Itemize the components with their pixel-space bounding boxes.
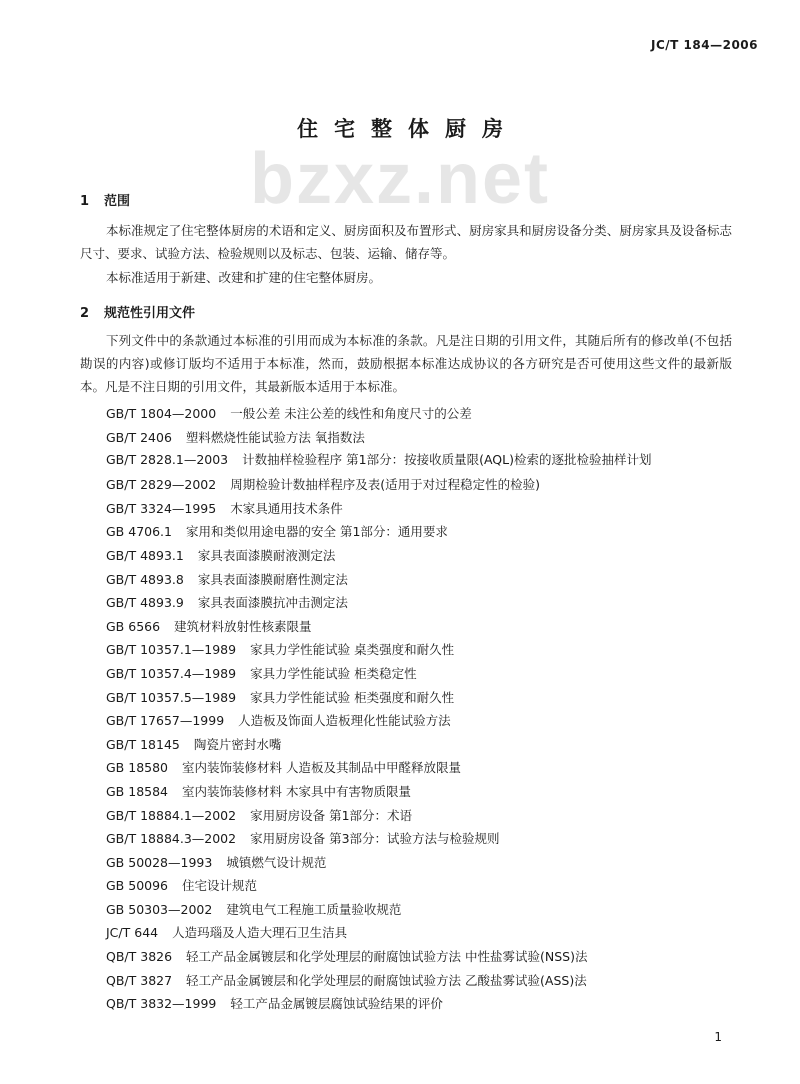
reference-title: 住宅设计规范 xyxy=(182,878,258,894)
reference-item xyxy=(80,969,732,993)
reference-item xyxy=(80,874,732,898)
reference-title: 轻工产品金属镀层和化学处理层的耐腐蚀试验方法 中性盐雾试验(NSS)法 xyxy=(186,949,588,965)
reference-item xyxy=(80,780,732,804)
reference-title: 家具力学性能试验 柜类稳定性 xyxy=(250,665,417,681)
reference-title: 家具表面漆膜耐磨性测定法 xyxy=(197,571,348,587)
reference-code: GB/T 2828.1—2003 xyxy=(106,452,229,468)
reference-item xyxy=(80,520,732,544)
reference-code: GB/T 10357.1—1989 xyxy=(106,642,237,658)
reference-title: 室内装饰装修材料 人造板及其制品中甲醛释放限量 xyxy=(182,760,461,776)
reference-title: 人造板及饰面人造板理化性能试验方法 xyxy=(238,713,451,729)
reference-code: GB 50303—2002 xyxy=(106,901,213,917)
reference-title: 城镇燃气设计规范 xyxy=(226,854,327,870)
reference-code: GB/T 4893.8 xyxy=(106,571,184,587)
reference-item xyxy=(80,449,732,471)
section-2-heading xyxy=(80,302,195,321)
reference-code: QB/T 3827 xyxy=(106,972,173,988)
reference-title: 室内装饰装修材料 木家具中有害物质限量 xyxy=(182,783,411,799)
page-title: 住宅整体厨房 xyxy=(297,117,519,141)
reference-title: 周期检验计数抽样程序及表(适用于对过程稳定性的检验) xyxy=(230,477,540,493)
reference-item xyxy=(80,473,732,497)
reference-code: GB/T 10357.4—1989 xyxy=(106,665,237,681)
section-number: 1 xyxy=(80,194,90,209)
reference-code: GB/T 10357.5—1989 xyxy=(106,689,237,705)
reference-item xyxy=(80,568,732,592)
reference-code: GB 18580 xyxy=(106,760,168,776)
reference-title: 家用和类似用途电器的安全 第1部分：通用要求 xyxy=(185,524,448,540)
reference-item xyxy=(80,709,732,733)
section-1-paragraph-1: 本标准规定了住宅整体厨房的术语和定义、厨房面积及布置形式、厨房家具和厨房设备分类、厨房家具及设备标志尺寸、要求、试验方法、检验规则以及标志、包装、运输、储存等。 xyxy=(80,223,732,261)
reference-item xyxy=(80,945,732,969)
reference-title: 家具力学性能试验 桌类强度和耐久性 xyxy=(250,642,455,658)
reference-title: 轻工产品金属镀层和化学处理层的耐腐蚀试验方法 乙酸盐雾试验(ASS)法 xyxy=(186,972,587,988)
reference-item xyxy=(80,544,732,568)
reference-title: 计数抽样检验程序 第1部分：按接收质量限(AQL)检索的逐批检验抽样计划 xyxy=(242,452,652,468)
section-number: 2 xyxy=(80,306,90,321)
reference-item xyxy=(80,898,732,922)
reference-item xyxy=(80,992,732,1016)
reference-item xyxy=(80,662,732,686)
reference-title: 家用厨房设备 第1部分：术语 xyxy=(250,807,413,823)
reference-code: QB/T 3832—1999 xyxy=(106,996,217,1012)
reference-title: 木家具通用技术条件 xyxy=(230,500,343,516)
page-number: 1 xyxy=(714,1030,722,1044)
standard-code: JC/T 184—2006 xyxy=(651,38,758,52)
reference-item xyxy=(80,733,732,757)
reference-code: GB 50028—1993 xyxy=(106,854,213,870)
reference-code: GB/T 3324—1995 xyxy=(106,500,217,516)
reference-code: GB 18584 xyxy=(106,783,168,799)
reference-code: GB 50096 xyxy=(106,878,168,894)
reference-code: GB/T 2406 xyxy=(106,429,172,445)
section-1-heading xyxy=(80,190,130,209)
reference-title: 家用厨房设备 第3部分：试验方法与检验规则 xyxy=(250,831,500,847)
reference-code: GB 6566 xyxy=(106,618,161,634)
reference-title: 轻工产品金属镀层腐蚀试验结果的评价 xyxy=(230,996,443,1012)
reference-list xyxy=(80,402,732,1016)
reference-title: 一般公差 未注公差的线性和角度尺寸的公差 xyxy=(230,406,472,421)
reference-title: 家具力学性能试验 柜类强度和耐久性 xyxy=(250,689,455,705)
reference-item xyxy=(80,921,732,945)
reference-title: 陶瓷片密封水嘴 xyxy=(193,736,282,752)
section-1-paragraph-2: 本标准适用于新建、改建和扩建的住宅整体厨房。 xyxy=(106,270,382,285)
reference-title: 建筑材料放射性核素限量 xyxy=(174,618,312,634)
reference-item xyxy=(80,615,732,639)
reference-item xyxy=(80,402,732,426)
watermark: bzxz.net xyxy=(249,139,551,219)
reference-item xyxy=(80,827,732,851)
reference-title: 家具表面漆膜抗冲击测定法 xyxy=(197,595,348,611)
reference-code: JC/T 644 xyxy=(106,925,159,941)
reference-code: QB/T 3826 xyxy=(106,949,173,965)
reference-item xyxy=(80,591,732,615)
reference-code: GB/T 1804—2000 xyxy=(106,406,217,421)
section-2-intro: 下列文件中的条款通过本标准的引用而成为本标准的条款。凡是注日期的引用文件，其随后所有的修改单(不包括勘误的内容)或修订版均不适用于本标准，然而，鼓励根据本标准达成协议的各方研究是否可使用这些文件的最新版本。凡是不注日期的引用文件，其最新版本适用于本标准。 xyxy=(80,333,732,394)
section-title: 范围 xyxy=(104,194,131,209)
reference-code: GB/T 2829—2002 xyxy=(106,477,217,493)
reference-item xyxy=(80,686,732,710)
reference-item xyxy=(80,497,732,521)
reference-title: 建筑电气工程施工质量验收规范 xyxy=(226,901,402,917)
reference-item xyxy=(80,756,732,780)
reference-item xyxy=(80,851,732,875)
reference-code: GB/T 18884.3—2002 xyxy=(106,831,237,847)
reference-item xyxy=(80,638,732,662)
reference-code: GB/T 18884.1—2002 xyxy=(106,807,237,823)
reference-title: 家具表面漆膜耐液测定法 xyxy=(197,547,336,563)
reference-code: GB 4706.1 xyxy=(106,524,172,540)
reference-item xyxy=(80,426,732,450)
reference-code: GB/T 18145 xyxy=(106,736,180,752)
reference-item xyxy=(80,804,732,828)
reference-code: GB/T 4893.1 xyxy=(106,547,184,563)
reference-code: GB/T 4893.9 xyxy=(106,595,184,611)
reference-code: GB/T 17657—1999 xyxy=(106,713,225,729)
reference-title: 人造玛瑙及人造大理石卫生洁具 xyxy=(172,925,348,941)
section-title: 规范性引用文件 xyxy=(104,306,196,321)
reference-title: 塑料燃烧性能试验方法 氧指数法 xyxy=(185,429,365,445)
